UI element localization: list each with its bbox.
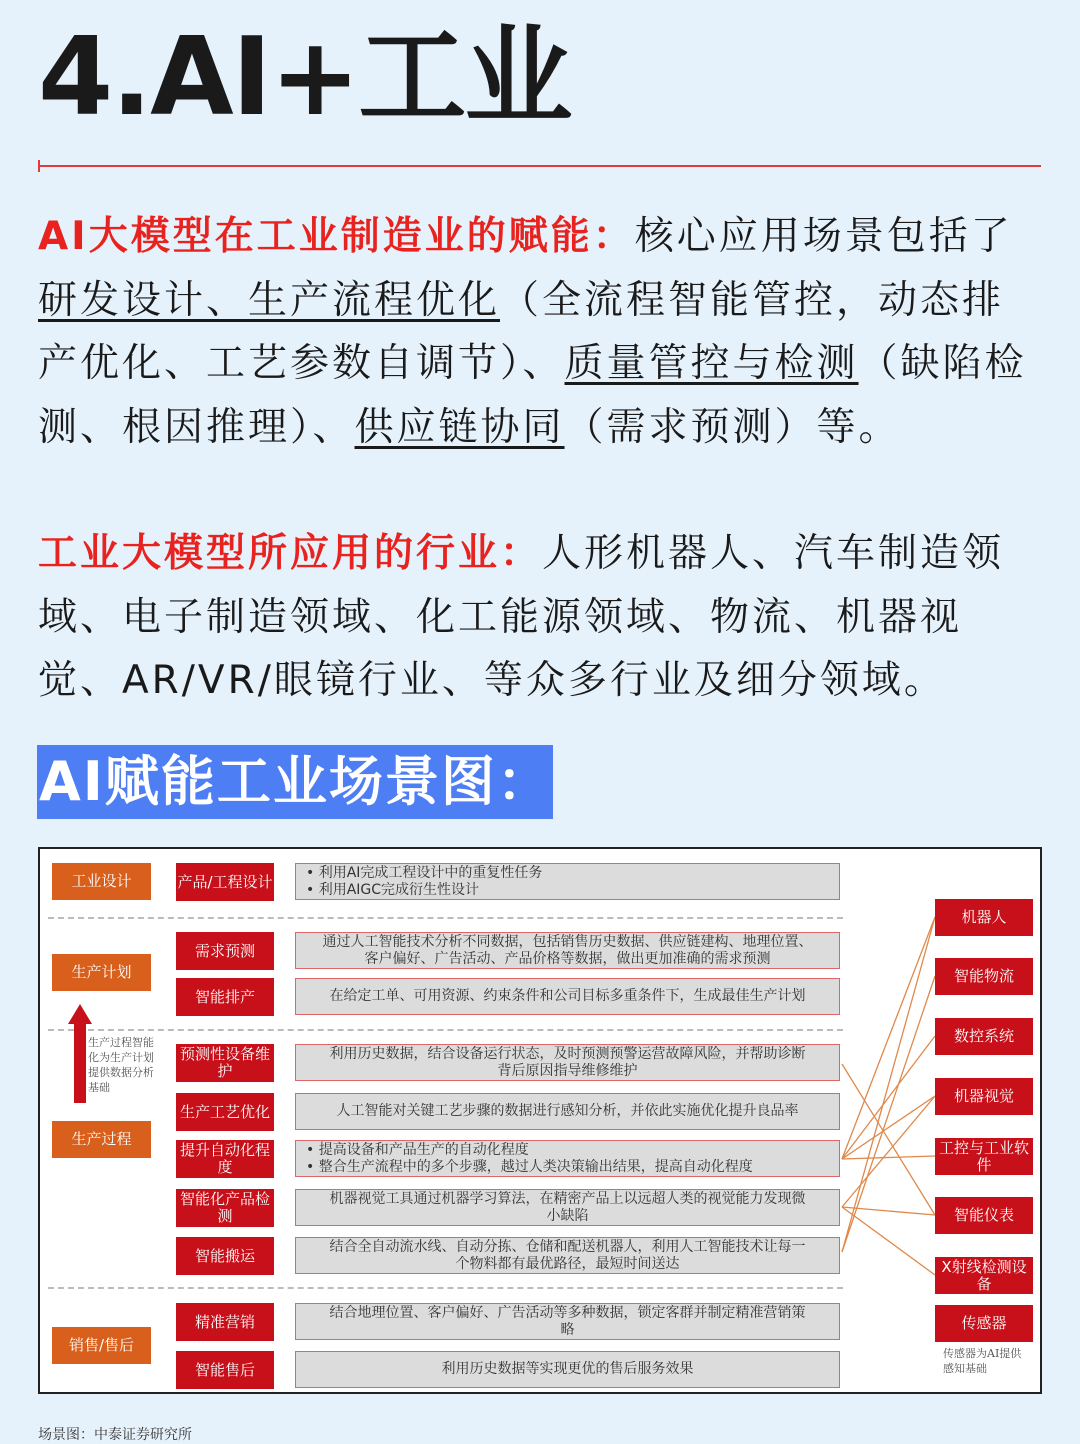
paragraph-ai-empowerment <box>38 205 1038 459</box>
hardware-box: 传感器 <box>935 1305 1033 1342</box>
connector-line <box>842 917 935 1159</box>
description-line: 个物料都有最优路径，最短时间送达 <box>455 1255 680 1272</box>
description-line: • 利用AI完成工程设计中的重复性任务 <box>306 864 543 881</box>
hardware-box: 智能物流 <box>935 958 1033 995</box>
description-box <box>295 1351 840 1388</box>
scenario-box: 生产工艺优化 <box>176 1093 274 1131</box>
dashed-divider <box>48 1029 843 1031</box>
divider <box>38 165 1041 167</box>
description-line: 背后原因指导维修维护 <box>497 1062 638 1079</box>
description-box <box>295 978 840 1015</box>
dashed-divider <box>48 1287 843 1289</box>
page-title: 4.AI+工业 <box>38 15 571 140</box>
scenario-box: 需求预测 <box>176 932 274 970</box>
hardware-box: 工控与工业软件 <box>935 1138 1033 1175</box>
scenario-box: 智能排产 <box>176 978 274 1016</box>
stage-box: 生产计划 <box>52 954 151 991</box>
description-box <box>295 1093 840 1130</box>
text: （全流程智能管控，动态排产优化、工艺参数自调节）、 <box>38 277 1005 386</box>
text: （缺陷检测、根因推理）、 <box>38 341 1027 450</box>
description-line: 客户偏好、广告活动、产品价格等数据，做出更加准确的需求预测 <box>364 950 771 967</box>
up-arrow-icon <box>68 1004 92 1024</box>
description-box <box>295 932 840 969</box>
description-line: • 提高设备和产品生产的自动化程度 <box>306 1141 529 1158</box>
connector-line <box>842 1096 935 1159</box>
scenario-box: 预测性设备维护 <box>176 1044 274 1082</box>
description-line: 结合地理位置、客户偏好、广告活动等多种数据，锁定客群并制定精准营销策 <box>329 1304 806 1321</box>
description-line: 小缺陷 <box>546 1207 589 1224</box>
description-line: 利用历史数据，结合设备运行状态，及时预测预警运营故障风险，并帮助诊断 <box>329 1045 806 1062</box>
description-line: 在给定工单、可用资源、约束条件和公司目标多重条件下，生成最佳生产计划 <box>329 988 806 1004</box>
hardware-box: X射线检测设备 <box>935 1257 1033 1294</box>
paragraph-label: AI大模型在工业制造业的赋能： <box>38 214 635 259</box>
hardware-box: 机器视觉 <box>935 1078 1033 1115</box>
connector-line <box>842 1207 935 1275</box>
description-line: 机器视觉工具通过机器学习算法，在精密产品上以远超人类的视觉能力发现微 <box>329 1190 806 1207</box>
description-line: 结合全自动流水线、自动分拣、仓储和配送机器人，利用人工智能技术让每一 <box>329 1238 806 1255</box>
scenario-box: 产品/工程设计 <box>176 863 274 901</box>
up-arrow-shaft <box>74 1023 86 1103</box>
description-box <box>295 1044 840 1081</box>
source-caption: 场景图：中泰证券研究所 <box>38 1427 192 1443</box>
text: （需求预测）等。 <box>564 404 901 450</box>
scenario-box: 智能化产品检测 <box>176 1189 274 1227</box>
hardware-box: 机器人 <box>935 899 1033 936</box>
description-box <box>295 1189 840 1226</box>
hardware-box: 数控系统 <box>935 1018 1033 1055</box>
sensor-note: 传感器为AI提供感知基础 <box>943 1347 1022 1375</box>
text: 核心应用场景包括了 <box>634 214 1013 259</box>
description-line: • 整合生产流程中的多个步骤，越过人类决策输出结果，提高自动化程度 <box>306 1158 753 1175</box>
underlined-text: 供应链协同 <box>354 404 565 450</box>
description-line: 利用历史数据等实现更优的售后服务效果 <box>441 1361 694 1377</box>
underlined-text: 研发设计、生产流程优化 <box>38 277 501 323</box>
stage-box: 工业设计 <box>52 863 151 900</box>
section-tag: AI赋能工业场景图： <box>37 745 553 819</box>
scenario-box: 提升自动化程度 <box>176 1140 274 1178</box>
description-line: • 利用AIGC完成衍生性设计 <box>306 881 480 898</box>
scenario-diagram <box>38 847 1042 1394</box>
text: 人形机器人、汽车制造领域、电子制造领域、化工能源领域、物流、机器视觉、AR/VR/眼镜行业、等众多行业及细分领域。 <box>38 531 1005 703</box>
scenario-box: 智能搬运 <box>176 1237 274 1275</box>
scenario-box: 智能售后 <box>176 1351 274 1389</box>
description-box <box>295 1237 840 1274</box>
stage-box: 生产过程 <box>52 1121 151 1158</box>
connector-line <box>842 1156 935 1159</box>
arrow-note: 生产过程智能化为生产计划提供数据分析基础 <box>88 1036 154 1094</box>
description-line: 通过人工智能技术分析不同数据，包括销售历史数据、供应链建构、地理位置、 <box>322 933 813 950</box>
dashed-divider <box>48 917 843 919</box>
hardware-box: 智能仪表 <box>935 1197 1033 1234</box>
description-line: 略 <box>560 1321 575 1338</box>
description-box <box>295 863 840 900</box>
description-box <box>295 1303 840 1340</box>
connector-line <box>842 917 935 1252</box>
scenario-box: 精准营销 <box>176 1303 274 1341</box>
stage-box: 销售/售后 <box>52 1327 151 1364</box>
description-box <box>295 1140 840 1177</box>
paragraph-label: 工业大模型所应用的行业： <box>38 531 543 576</box>
paragraph-industries <box>38 522 1038 713</box>
underlined-text: 质量管控与检测 <box>564 341 859 386</box>
description-line: 人工智能对关键工艺步骤的数据进行感知分析，并依此实施优化提升良品率 <box>336 1103 799 1119</box>
